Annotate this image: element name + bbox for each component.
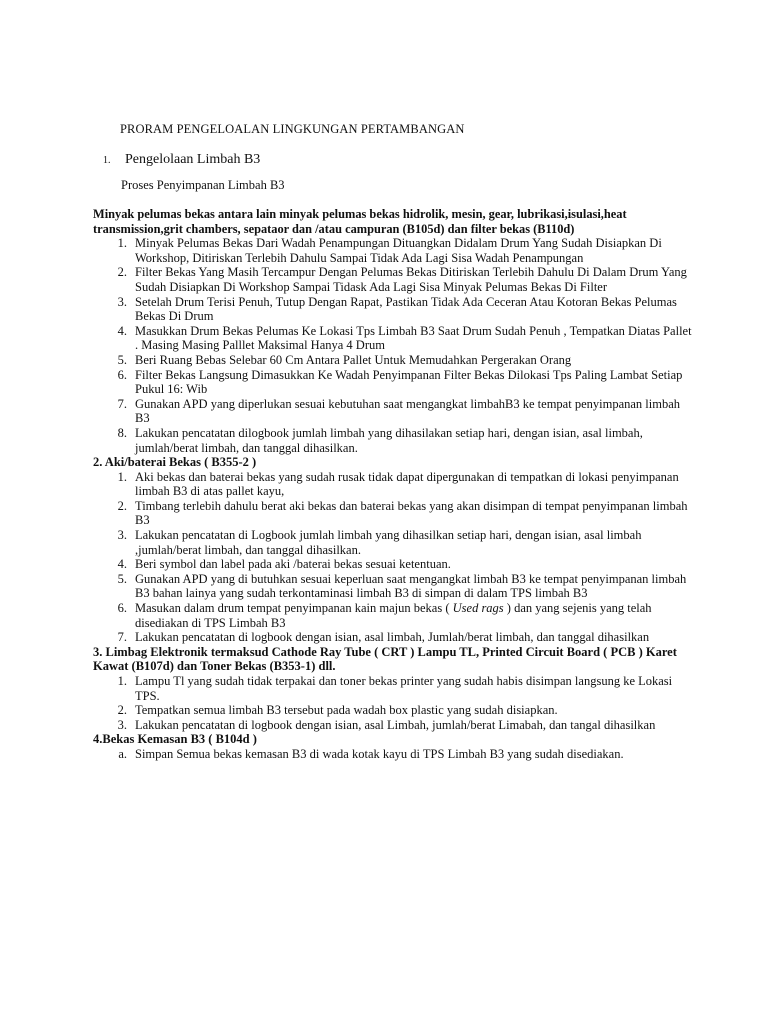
- section-1-heading: [103, 150, 260, 168]
- item-number: 1.: [117, 674, 127, 688]
- document-subtitle: Proses Penyimpanan Limbah B3: [121, 178, 285, 192]
- item-text-italic: Used rags: [452, 601, 504, 616]
- list-item: [93, 557, 693, 572]
- list-item: [93, 470, 693, 499]
- item-text: Tempatkan semua limbah B3 tersebut pada wadah box plastic yang sudah disiapkan.: [135, 703, 558, 718]
- item-text: Filter Bekas Yang Masih Tercampur Dengan Pelumas Bekas Ditiriskan Terlebih Dahulu Di Dalam Drum Yang Sudah Disiapkan Di Workshop Sampai Tidask Ada Lagi Sisa Minyak Pelumas Bekas Di Filter: [135, 265, 687, 294]
- item-number: 5.: [117, 352, 127, 367]
- list-limbah-elektronik: [93, 674, 693, 732]
- heading-aki-baterai: 2. Aki/baterai Bekas ( B355-2 ): [93, 455, 257, 470]
- item-text: Beri Ruang Bebas Selebar 60 Cm Antara Pallet Untuk Memudahkan Pergerakan Orang: [135, 352, 572, 367]
- item-number: 8.: [117, 425, 127, 440]
- item-number: 5.: [117, 571, 127, 586]
- heading-limbah-elektronik: 3. Limbag Elektronik termaksud Cathode Ray Tube ( CRT ) Lampu TL, Printed Circuit Board ( PCB ) Karet Kawat (B107d) dan Toner Bekas (B353-1) dll.: [93, 644, 677, 674]
- item-text: Beri symbol dan label pada aki /baterai bekas sesuai ketentuan.: [135, 557, 451, 572]
- item-text: Lakukan pencatatan dilogbook jumlah limbah yang dihasilakan setiap hari, dengan isian, asal limbah, jumlah/berat limbah, dan tanggal dihasilkan.: [135, 425, 643, 455]
- document-body: [93, 207, 693, 762]
- list-item: [93, 236, 693, 265]
- list-item: [93, 572, 693, 601]
- item-text-part: Masukan dalam drum tempat penyimpanan kain majun bekas (: [135, 601, 453, 616]
- list-item: [93, 747, 693, 762]
- document-title: PRORAM PENGELOALAN LINGKUNGAN PERTAMBANGAN: [120, 122, 465, 136]
- list-item: [93, 295, 693, 324]
- item-text: Aki bekas dan baterai bekas yang sudah rusak tidak dapat dipergunakan di tempatkan di lokasi penyimpanan limbah B3 di atas pallet kayu,: [135, 469, 679, 499]
- list-item: [93, 426, 693, 455]
- section-1-title: Pengelolaan Limbah B3: [125, 152, 261, 167]
- item-text: Lakukan pencatatan di logbook dengan isian, asal Limbah, jumlah/berat Limabah, dan tangal dihasilkan: [135, 717, 656, 732]
- section-1-number: 1.: [103, 155, 111, 166]
- item-number: 2.: [117, 265, 127, 280]
- item-number: 2.: [117, 703, 127, 718]
- item-text: Gunakan APD yang diperlukan sesuai kebutuhan saat mengangkat limbahB3 ke tempat penyimpanan limbah B3: [135, 396, 681, 426]
- item-text: Lakukan pencatatan di Logbook jumlah limbah yang dihasilkan setiap hari, dengan isian, asal limbah ,jumlah/berat limbah, dan tanggal dihasilkan.: [135, 528, 642, 557]
- list-item: [93, 397, 693, 426]
- item-text: Simpan Semua bekas kemasan B3 di wada kotak kayu di TPS Limbah B3 yang sudah disediakan.: [135, 746, 624, 761]
- list-item: [93, 265, 693, 294]
- item-number: 1.: [117, 469, 127, 484]
- list-item: [93, 718, 693, 733]
- item-number: 1.: [117, 236, 127, 251]
- intro-heading: Minyak pelumas bekas antara lain minyak pelumas bekas hidrolik, mesin, gear, lubrikasi,isulasi,heat transmission,grit chambers, sepataor dan /atau campuran (B105d) dan filter bekas (B110d): [93, 207, 627, 236]
- item-number: 3.: [117, 294, 127, 309]
- heading-bekas-kemasan: 4.Bekas Kemasan B3 ( B104d ): [93, 732, 257, 747]
- item-number: 7.: [117, 396, 127, 411]
- list-bekas-kemasan: [93, 747, 693, 762]
- list-item: [93, 601, 693, 630]
- item-text: Gunakan APD yang di butuhkan sesuai keperluan saat mengangkat limbah B3 ke tempat penyimpanan limbah B3 bahan lainya yang sudah terkontaminasi limbah B3 di simpan di dalam TPS limbah B3: [135, 571, 687, 601]
- list-item: [93, 630, 693, 645]
- list-item: [93, 324, 693, 353]
- item-number: a.: [118, 746, 127, 761]
- item-number: 2.: [117, 498, 127, 513]
- list-item: [93, 353, 693, 368]
- item-text: Filter Bekas Langsung Dimasukkan Ke Wadah Penyimpanan Filter Bekas Dilokasi Tps Paling Lambat Setiap Pukul 16: Wib: [135, 367, 683, 397]
- list-used-oil: [93, 236, 693, 455]
- item-text: [135, 601, 693, 630]
- item-text-part: ) dan yang sejenis yang telah disediakan di TPS Limbah B3: [135, 601, 652, 630]
- item-text: Lampu Tl yang sudah tidak terpakai dan toner bekas printer yang sudah habis disimpan langsung ke Lokasi TPS.: [135, 674, 673, 703]
- item-number: 4.: [117, 557, 127, 572]
- list-item: [93, 368, 693, 397]
- item-text: Masukkan Drum Bekas Pelumas Ke Lokasi Tps Limbah B3 Saat Drum Sudah Penuh , Tempatkan Diatas Pallet . Masing Masing Palllet Maksimal Hanya 4 Drum: [135, 323, 692, 353]
- list-item: [93, 703, 693, 718]
- list-item: [93, 499, 693, 528]
- item-number: 3.: [117, 528, 127, 543]
- list-item: [93, 674, 693, 703]
- item-text: Timbang terlebih dahulu berat aki bekas dan baterai bekas yang akan disimpan di tempat penyimpanan limbah B3: [135, 498, 688, 528]
- item-number: 3.: [117, 717, 127, 732]
- item-number: 6.: [117, 367, 127, 382]
- item-text: Setelah Drum Terisi Penuh, Tutup Dengan Rapat, Pastikan Tidak Ada Ceceran Atau Kotoran Bekas Pelumas Bekas Di Drum: [135, 294, 677, 324]
- list-aki-baterai: [93, 470, 693, 645]
- item-number: 7.: [117, 630, 127, 645]
- item-text: Minyak Pelumas Bekas Dari Wadah Penampungan Dituangkan Didalam Drum Yang Sudah Disiapkan Di Workshop, Ditiriskan Terlebih Dahulu Sampai Tidak Ada Lagi Sisa Wadah Penampungan: [135, 236, 662, 265]
- item-number: 6.: [117, 601, 127, 616]
- item-number: 4.: [117, 323, 127, 338]
- list-item: [93, 528, 693, 557]
- item-text: Lakukan pencatatan di logbook dengan isian, asal limbah, Jumlah/berat limbah, dan tanggal dihasilkan: [135, 630, 650, 645]
